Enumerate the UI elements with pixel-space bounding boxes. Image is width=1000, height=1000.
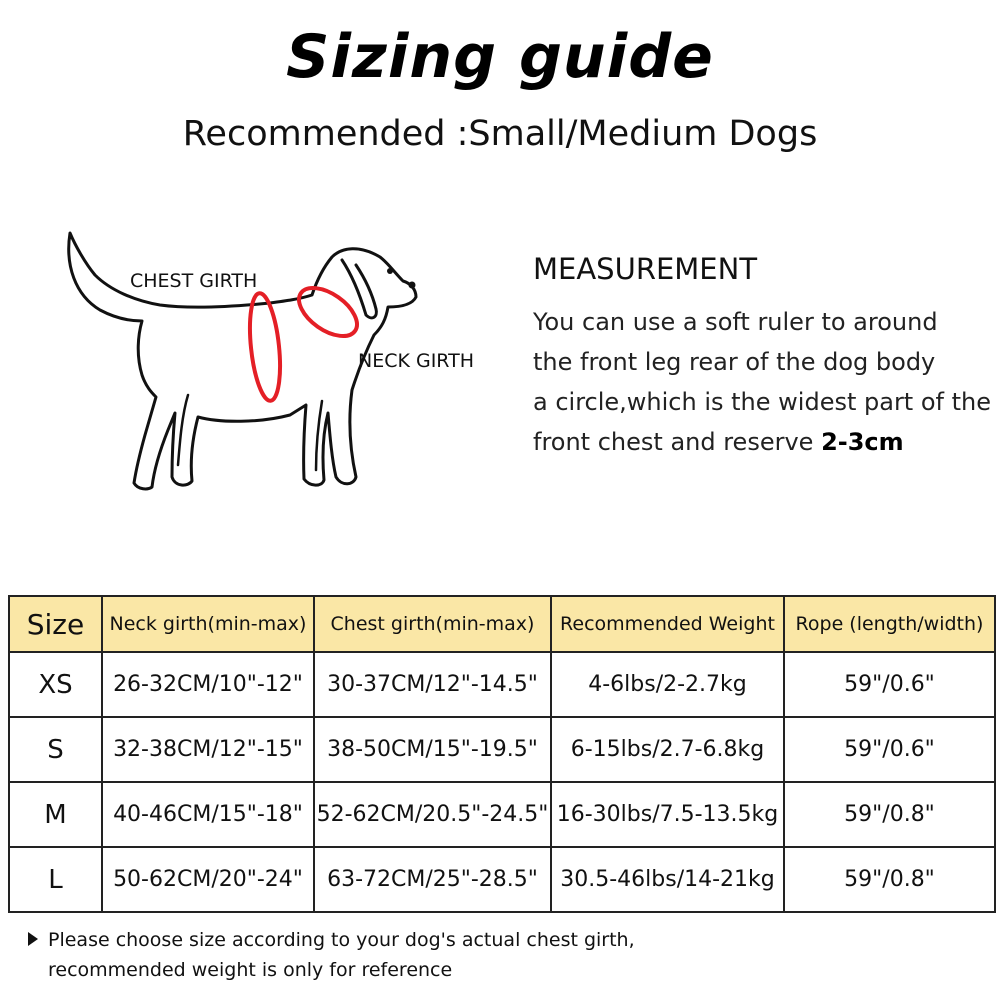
footnote-line	[28, 925, 635, 955]
chest-girth-label: CHEST GIRTH	[130, 270, 258, 292]
rope-cell: 59"/0.6"	[784, 717, 995, 782]
chest-girth-ring	[245, 292, 284, 402]
size-cell: S	[9, 717, 102, 782]
weight-cell: 30.5-46lbs/14-21kg	[551, 847, 784, 912]
neck-girth-cell: 32-38CM/12"-15"	[102, 717, 314, 782]
chest-girth-cell: 52-62CM/20.5"-24.5"	[314, 782, 551, 847]
weight-cell: 4-6lbs/2-2.7kg	[551, 652, 784, 717]
neck-girth-ring	[291, 278, 366, 345]
weight-cell: 16-30lbs/7.5-13.5kg	[551, 782, 784, 847]
size-cell: XS	[9, 652, 102, 717]
page-title: Sizing guide	[286, 22, 714, 92]
neck-girth-label: NECK GIRTH	[358, 350, 475, 372]
page-subtitle: Recommended :Small/Medium Dogs	[182, 114, 818, 154]
rope-cell: 59"/0.8"	[784, 847, 995, 912]
triangle-bullet-icon	[28, 932, 38, 946]
dog-eye	[387, 268, 393, 274]
chest-girth-cell: 63-72CM/25"-28.5"	[314, 847, 551, 912]
table-row	[9, 652, 995, 717]
column-header-chest-girth: Chest girth(min-max)	[314, 596, 551, 652]
measurement-title: MEASUREMENT	[533, 252, 758, 286]
table-row	[9, 847, 995, 912]
measurement-text-line	[533, 428, 904, 456]
column-header-size: Size	[9, 596, 102, 652]
measurement-text: front chest and reserve	[533, 428, 822, 456]
table-header-row	[9, 596, 995, 652]
measurement-text-line: the front leg rear of the dog body	[533, 348, 936, 376]
dog-leg-line	[178, 395, 322, 470]
footnote	[28, 925, 635, 985]
neck-girth-cell: 50-62CM/20"-24"	[102, 847, 314, 912]
dog-nose	[409, 282, 416, 289]
rope-cell: 59"/0.8"	[784, 782, 995, 847]
size-cell: M	[9, 782, 102, 847]
chest-girth-cell: 30-37CM/12"-14.5"	[314, 652, 551, 717]
neck-girth-cell: 26-32CM/10"-12"	[102, 652, 314, 717]
weight-cell: 6-15lbs/2.7-6.8kg	[551, 717, 784, 782]
size-cell: L	[9, 847, 102, 912]
table-row	[9, 782, 995, 847]
measurement-text-line: a circle,which is the widest part of the	[533, 388, 991, 416]
table-row	[9, 717, 995, 782]
rope-cell: 59"/0.6"	[784, 652, 995, 717]
footnote-text: Please choose size according to your dog's actual chest girth,	[48, 929, 635, 951]
reserve-emphasis: 2-3cm	[821, 428, 904, 456]
neck-girth-cell: 40-46CM/15"-18"	[102, 782, 314, 847]
size-table	[8, 595, 996, 913]
measurement-text-line: You can use a soft ruler to around	[533, 308, 938, 336]
column-header-rope: Rope (length/width)	[784, 596, 995, 652]
chest-girth-cell: 38-50CM/15"-19.5"	[314, 717, 551, 782]
footnote-line: recommended weight is only for reference	[48, 959, 453, 981]
column-header-weight: Recommended Weight	[551, 596, 784, 652]
column-header-neck-girth: Neck girth(min-max)	[102, 596, 314, 652]
dog-ear	[342, 260, 376, 318]
